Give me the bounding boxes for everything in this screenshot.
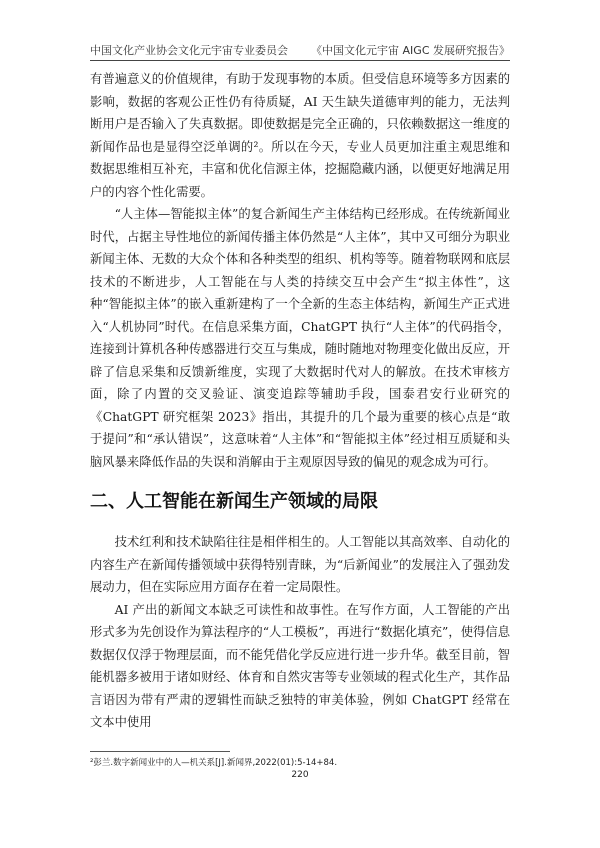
paragraph-tech-dividend: 技术红利和技术缺陷往往是相伴相生的。人工智能以其高效率、自动化的内容生产在新闻传播领域中获得特别青睐，为“后新闻业”的发展注入了强劲发展动力，但在实际应用方面存在着一定局限性。 <box>90 535 510 594</box>
paragraph-subject-structure: “人主体—智能拟主体”的复合新闻生产主体结构已经形成。在传统新闻业时代，占据主导性地位的新闻传播主体仍然是“人主体”，其中又可细分为职业新闻主体、无数的大众个体和各种类型的组织、机构等等。随着物联网和底层技术的不断进步，人工智能在与人类的持续交互中会产生“拟主体性”，这种“智能拟主体”的嵌入重新建构了一个全新的生态主体结构，新闻生产正式进入“人机协同”时代。在信息采集方面，ChatGPT 执行“人主体”的代码指令，连接到计算机各种传感器进行交互与集成，随时随地对物理变化做出反应，开辟了信息采集和反馈新维度，实现了大数据时代对人的解放。在技术审核方面，除了内置的交叉验证、演变追踪等辅助手段，国泰君安行业研究的《ChatGPT 研究框架 2023》指出，其提升的几个最为重要的核心点是“敢于提问”和“承认错误”，这意味着“人主体”和“智能拟主体”经过相互质疑和头脑风暴来降低作品的失误和消解由于主观原因导致的偏见的观念成为可行。 <box>90 207 510 469</box>
running-header <box>90 42 510 61</box>
footnote-divider <box>90 751 230 752</box>
page-number: 220 <box>291 770 309 780</box>
body-content <box>90 68 510 734</box>
paragraph-data-value: 有普遍意义的价值规律，有助于发现事物的本质。但受信息环境等多方因素的影响，数据的客观公正性仍有待质疑，AI 天生缺失道德审判的能力，无法判断用户是否输入了失真数据。即使数据是完全正确的，只依赖数据这一维度的新闻作品也是显得空泛单调的²。所以在今天，专业人员更加注重主观思维和数据思维相互补充，丰富和优化信源主体，挖掘隐藏内涵，以便更好地满足用户的内容个性化需要。 <box>90 72 510 199</box>
header-report-title: 《中国文化元宇宙 AIGC 发展研究报告》 <box>311 44 510 57</box>
section-heading: 二、人工智能在新闻生产领域的局限 <box>90 491 378 512</box>
footnote: ²彭兰.数字新闻业中的人—机关系[J].新闻界,2022(01):5-14+84. <box>90 758 338 768</box>
paragraph-ai-readability: AI 产出的新闻文本缺乏可读性和故事性。在写作方面，人工智能的产出形式多为先创设作为算法程序的“人工模板”，再进行“数据化填充”，使得信息数据仅仅浮于物理层面，而不能凭借化学反应进行进一步升华。截至目前，智能机器多被用于诸如财经、体育和自然灾害等专业领域的程式化生产，其作品言语因为带有严肃的逻辑性而缺乏独特的审美体验，例如 ChatGPT 经常在文本中使用 <box>90 602 510 729</box>
header-organization: 中国文化产业协会文化元宇宙专业委员会 <box>90 44 288 57</box>
